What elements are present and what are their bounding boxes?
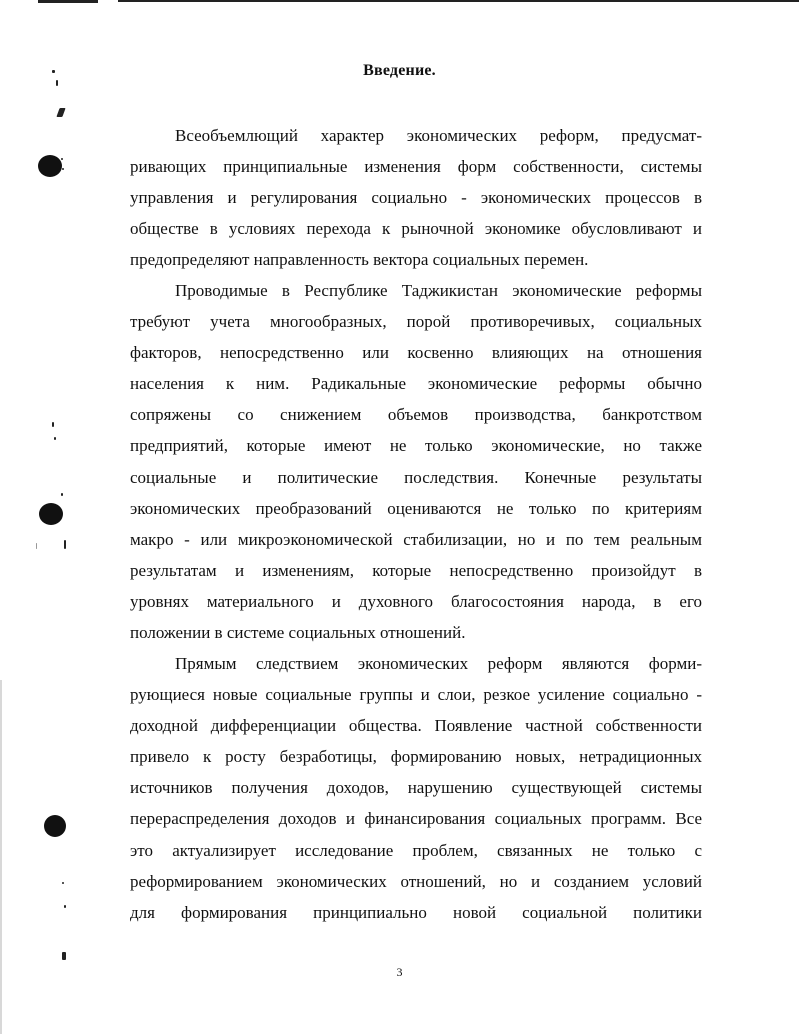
text-line: экономических преобразований оцениваются не только по критериям [130, 498, 702, 518]
text-line: для формирования принципиально новой социальной политики [130, 902, 702, 922]
scan-edge-segment [118, 0, 799, 2]
text-line: обществе в условиях перехода к рыночной экономике обусловливают и [130, 219, 702, 239]
text-line: факторов, непосредственно или косвенно влияющих на отношения [130, 343, 702, 363]
scan-speck [62, 882, 64, 884]
scan-speck [54, 437, 56, 440]
text-line: результатам и изменениям, которые непосредственно произойдут в [130, 560, 702, 580]
text-line: населения к ним. Радикальные экономические реформы обычно [130, 374, 702, 394]
paragraph-1 [130, 120, 702, 275]
text-line: доходной дифференциации общества. Появление частной собственности [130, 716, 702, 736]
text-line: это актуализирует исследование проблем, связанных не только с [130, 840, 702, 860]
scan-top-edge [0, 0, 799, 3]
paragraph-3 [130, 648, 702, 928]
scan-speck [64, 905, 66, 908]
scan-speck [56, 108, 65, 117]
text-line: перераспределения доходов и финансирования социальных программ. Все [130, 809, 702, 829]
text-line: предопределяют направленность вектора социальных перемен. [130, 250, 589, 270]
text-line: привело к росту безработицы, формированию новых, нетрадиционных [130, 747, 702, 767]
text-line: Прямым следствием экономических реформ являются форми- [175, 654, 702, 673]
text-line: требуют учета многообразных, порой противоречивых, социальных [130, 312, 702, 332]
scan-speck [62, 168, 64, 170]
scan-speck [56, 80, 58, 86]
document-title: Введение. [363, 62, 436, 79]
text-line: рующиеся новые социальные группы и слои, резкое усиление социально - [130, 685, 702, 705]
text-line: предприятий, которые имеют не только экономические, но также [130, 436, 702, 456]
scan-speck [36, 543, 37, 549]
scan-speck [62, 952, 66, 960]
scan-speck [64, 540, 66, 549]
text-line: сопряжены со снижением объемов производства, банкротством [130, 405, 702, 425]
binder-hole-icon [39, 503, 63, 525]
scan-speck [52, 422, 54, 427]
scan-edge-segment [38, 0, 98, 3]
scan-left-edge [0, 680, 2, 1034]
text-line: Проводимые в Республике Таджикистан экономические реформы [175, 281, 702, 300]
page-number: 3 [396, 965, 403, 979]
text-line: управления и регулирования социально - экономических процессов в [130, 188, 702, 208]
scan-speck [61, 493, 63, 496]
text-line: социальные и политические последствия. Конечные результаты [130, 467, 702, 487]
binder-hole-icon [44, 815, 66, 837]
scan-speck [61, 158, 63, 160]
text-line: источников получения доходов, нарушению существующей системы [130, 778, 702, 798]
text-line: положении в системе социальных отношений. [130, 623, 466, 643]
text-line: ривающих принципиальные изменения форм собственности, системы [130, 157, 702, 177]
binder-hole-icon [38, 155, 62, 177]
text-line: реформированием экономических отношений, но и созданием условий [130, 871, 702, 891]
text-line: Всеобъемлющий характер экономических реформ, предусмат- [175, 126, 702, 145]
text-line: макро - или микроэкономической стабилизации, но и по тем реальным [130, 529, 702, 549]
text-line: уровнях материального и духовного благосостояния народа, в его [130, 591, 702, 611]
paragraph-2 [130, 275, 702, 648]
